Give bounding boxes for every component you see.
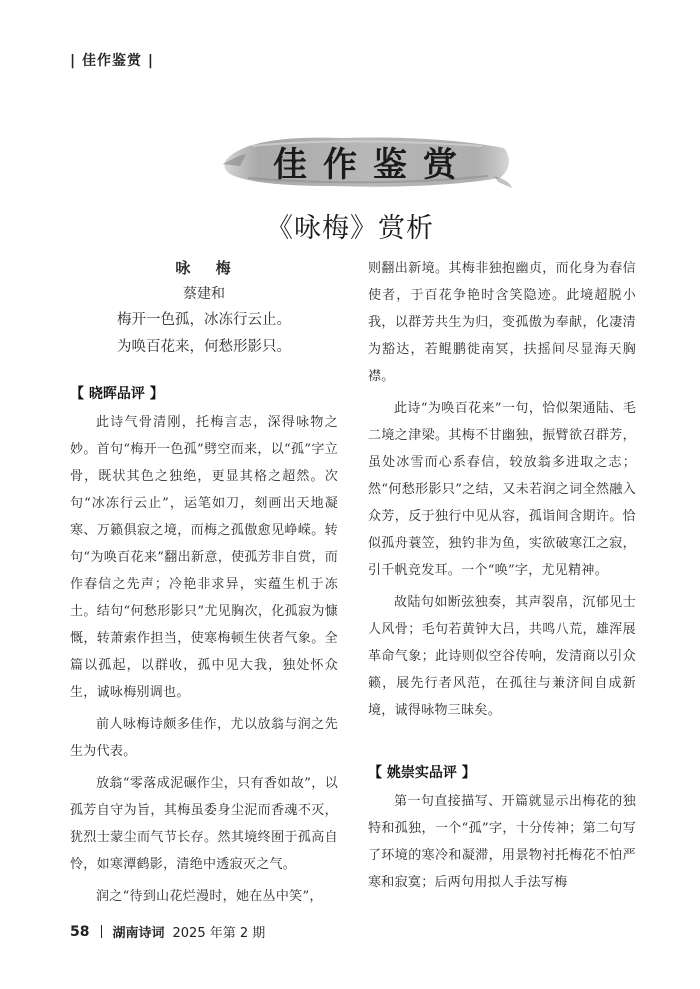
review-paragraph: 前人咏梅诗颇多佳作，尤以放翁与润之先生为代表。	[70, 717, 338, 759]
article-title: 《咏梅》赏析	[266, 213, 434, 244]
poem-author: 蔡建和	[183, 286, 225, 302]
review-heading-xiaohui: 【 晓晖品评 】	[70, 386, 164, 402]
page-number: 58	[70, 923, 90, 940]
right-column	[368, 255, 636, 896]
review-paragraph: 放翁“零落成泥碾作尘，只有香如故”，以孤芳自守为旨，其梅虽委身尘泥而香魂不灭，犹烈士蒙尘而气节长存。然其境终囿于孤高自怜，如寒潭鹤影，清绝中透寂灭之气。	[70, 776, 338, 872]
review-paragraph: 第一句直接描写、开篇就显示出梅花的独特和孤独，一个“孤”字，十分传神；第二句写了环境的寒冷和凝滞，用景物衬托梅花不怕严寒和寂寞；后两句用拟人手法写梅	[368, 794, 636, 890]
left-column	[70, 255, 338, 910]
poem-block	[70, 255, 338, 361]
poem-line: 为唤百花来，何愁形影只。	[117, 339, 291, 355]
poem-line: 梅开一色孤，冰冻行云止。	[117, 312, 291, 328]
footer-divider	[101, 925, 102, 938]
review-paragraph-continued: 润之“待到山花烂漫时，她在丛中笑”，	[96, 889, 323, 904]
review-heading-yaochongshi: 【 姚崇实品评 】	[368, 765, 476, 781]
section-banner	[222, 130, 512, 192]
page-footer	[70, 922, 265, 941]
review-paragraph-continued: 则翻出新境。其梅非独抱幽贞，而化身为春信使者，于百花争艳时含笑隐迹。此境超脱小我，以群芳共生为归，变孤傲为奉献，化凄清为豁达，若鲲鹏徙南冥，扶摇间尽显海天胸襟。	[368, 261, 636, 384]
magazine-name: 湖南诗词	[112, 926, 165, 941]
review-paragraph: 此诗“为唤百花来”一句，恰似架通陆、毛二境之津梁。其梅不甘幽独，振臂欲召群芳，虽处冰雪而心系春信，较放翁多进取之志；然“何愁形影只”之结，又未若润之词全然融入众芳，反于独行中见从容，孤诣间含期许。恰似孤舟蓑笠，独钓非为鱼，实欲破寒江之寂，引千帆竞发耳。一个“唤”字，尤见精神。	[368, 401, 636, 578]
banner-title: 佳作鉴赏	[273, 144, 473, 185]
issue-label: 2025 年第 2 期	[172, 926, 266, 941]
review-paragraph: 故陆句如断弦独奏，其声裂帛，沉郁见士人风骨；毛句若黄钟大吕，共鸣八荒，雄浑展革命气象；此诗则似空谷传响，发清商以引众籁，展先行者风范，在孤往与兼济间自成新境，诚得咏物三昧矣。	[368, 595, 636, 718]
review-paragraph: 此诗气骨清刚，托梅言志，深得咏物之妙。首句“梅开一色孤”劈空而来，以“孤”字立骨，既状其色之独绝，更显其格之超然。次句“冰冻行云止”，运笔如刀，刻画出天地凝寒、万籁俱寂之境，而梅之孤傲愈见峥嵘。转句“为唤百花来”翻出新意，使孤芳非自赏，而作春信之先声；冷艳非求异，实蕴生机于冻土。结句“何愁形影只”尤见胸次，化孤寂为慷慨，转萧索作担当，使寒梅顿生侠者气象。全篇以孤起，以群收，孤中见大我，独处怀众生，诚咏梅别调也。	[70, 415, 338, 700]
section-tag: | 佳作鉴赏 |	[70, 53, 154, 69]
poem-title: 咏 梅	[175, 259, 241, 277]
